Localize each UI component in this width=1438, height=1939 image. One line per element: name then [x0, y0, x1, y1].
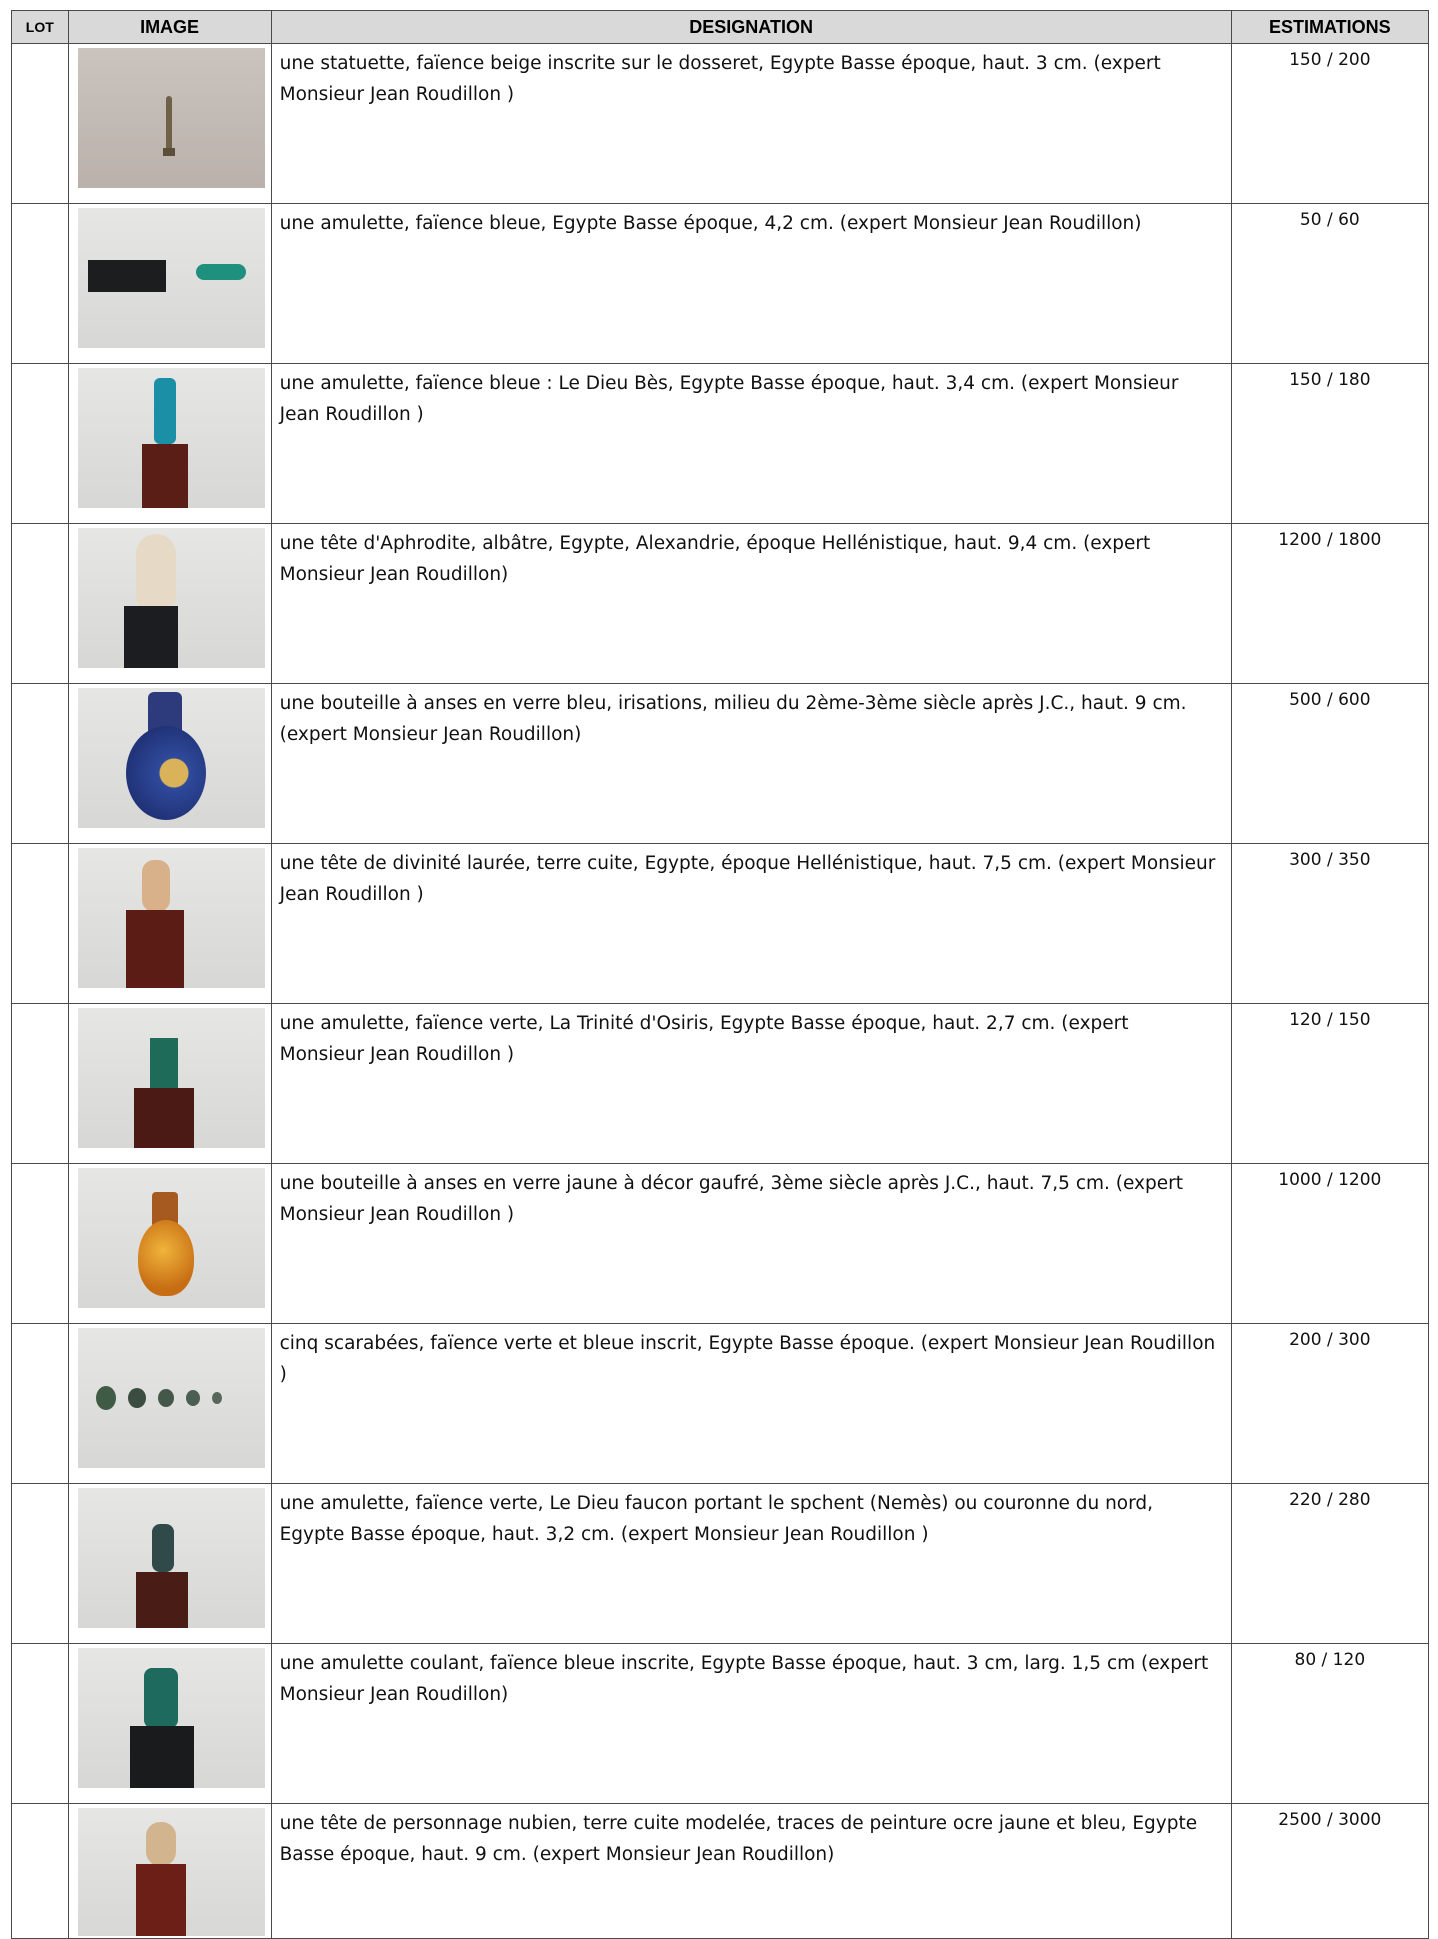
header-row — [12, 11, 1429, 44]
estimation-cell: 1000 / 1200 — [1231, 1164, 1428, 1324]
table-row — [12, 1004, 1429, 1164]
lot-cell — [12, 844, 69, 1004]
estimation-cell: 220 / 280 — [1231, 1484, 1428, 1644]
lot-cell — [12, 1484, 69, 1644]
lot-cell — [12, 1804, 69, 1939]
image-cell — [68, 1164, 271, 1324]
image-cell — [68, 1644, 271, 1804]
table-row — [12, 364, 1429, 524]
designation-cell: une bouteille à anses en verre bleu, irisations, milieu du 2ème-3ème siècle après J.C., haut. 9 cm. (expert Monsieur Jean Roudillon) — [271, 684, 1231, 844]
header-estimations: ESTIMATIONS — [1231, 11, 1428, 44]
table-row — [12, 44, 1429, 204]
image-cell — [68, 1804, 271, 1939]
designation-cell: une amulette, faïence bleue : Le Dieu Bès, Egypte Basse époque, haut. 3,4 cm. (expert Monsieur Jean Roudillon ) — [271, 364, 1231, 524]
header-image: IMAGE — [68, 11, 271, 44]
image-cell — [68, 684, 271, 844]
table-row — [12, 1804, 1429, 1939]
designation-cell: une amulette coulant, faïence bleue inscrite, Egypte Basse époque, haut. 3 cm, larg. 1,5 cm (expert Monsieur Jean Roudillon) — [271, 1644, 1231, 1804]
table-row — [12, 524, 1429, 684]
photo-scarabs[interactable] — [78, 1328, 265, 1468]
photo-nubian-head[interactable] — [78, 1808, 265, 1936]
designation-cell: une bouteille à anses en verre jaune à décor gaufré, 3ème siècle après J.C., haut. 7,5 cm. (expert Monsieur Jean Roudillon ) — [271, 1164, 1231, 1324]
lot-cell — [12, 1644, 69, 1804]
lot-cell — [12, 1004, 69, 1164]
lot-cell — [12, 1324, 69, 1484]
image-cell[interactable] — [68, 204, 271, 364]
designation-cell: cinq scarabées, faïence verte et bleue inscrit, Egypte Basse époque. (expert Monsieur Jean Roudillon ) — [271, 1324, 1231, 1484]
table-row — [12, 844, 1429, 1004]
photo-inscribed-amulet[interactable] — [78, 1648, 265, 1788]
estimation-cell: 1200 / 1800 — [1231, 524, 1428, 684]
image-cell — [68, 524, 271, 684]
designation-cell: une amulette, faïence verte, Le Dieu faucon portant le spchent (Nemès) ou couronne du nord, Egypte Basse époque, haut. 3,2 cm. (expert Monsieur Jean Roudillon ) — [271, 1484, 1231, 1644]
image-cell — [68, 364, 271, 524]
lot-table — [11, 10, 1429, 1939]
lot-cell — [12, 1164, 69, 1324]
table-row — [12, 1164, 1429, 1324]
estimation-cell: 200 / 300 — [1231, 1324, 1428, 1484]
table-row — [12, 684, 1429, 844]
table-row — [12, 1324, 1429, 1484]
designation-cell: une amulette, faïence verte, La Trinité d'Osiris, Egypte Basse époque, haut. 2,7 cm. (expert Monsieur Jean Roudillon ) — [271, 1004, 1231, 1164]
image-cell — [68, 1484, 271, 1644]
designation-cell: une tête de personnage nubien, terre cuite modelée, traces de peinture ocre jaune et bleu, Egypte Basse époque, haut. 9 cm. (expert Monsieur Jean Roudillon) — [271, 1804, 1231, 1939]
image-cell — [68, 1324, 271, 1484]
photo-blue-glass-bottle[interactable] — [78, 688, 265, 828]
estimation-cell: 120 / 150 — [1231, 1004, 1428, 1164]
table-row — [12, 1484, 1429, 1644]
designation-cell: une tête de divinité laurée, terre cuite, Egypte, époque Hellénistique, haut. 7,5 cm. (expert Monsieur Jean Roudillon ) — [271, 844, 1231, 1004]
photo-falcon-god[interactable] — [78, 1488, 265, 1628]
photo-statuette[interactable] — [78, 48, 265, 188]
lot-cell — [12, 44, 69, 204]
estimation-cell: 150 / 200 — [1231, 44, 1428, 204]
estimation-cell: 500 / 600 — [1231, 684, 1428, 844]
designation-cell: une amulette, faïence bleue, Egypte Basse époque, 4,2 cm. (expert Monsieur Jean Roudillon) — [271, 204, 1231, 364]
lot-cell — [12, 684, 69, 844]
photo-bes-amulet[interactable] — [78, 368, 265, 508]
estimation-cell: 50 / 60 — [1231, 204, 1428, 364]
header-designation: DESIGNATION — [271, 11, 1231, 44]
photo-amulet-blue[interactable] — [78, 208, 265, 348]
image-cell — [68, 844, 271, 1004]
designation-cell: une tête d'Aphrodite, albâtre, Egypte, Alexandrie, époque Hellénistique, haut. 9,4 cm. (expert Monsieur Jean Roudillon) — [271, 524, 1231, 684]
lot-cell — [12, 204, 69, 364]
photo-osiris-trinity[interactable] — [78, 1008, 265, 1148]
table-row — [12, 1644, 1429, 1804]
image-cell — [68, 1004, 271, 1164]
estimation-cell: 300 / 350 — [1231, 844, 1428, 1004]
estimation-cell: 150 / 180 — [1231, 364, 1428, 524]
header-lot: LOT — [12, 11, 69, 44]
lot-cell — [12, 524, 69, 684]
table-row — [12, 204, 1429, 364]
designation-cell: une statuette, faïence beige inscrite sur le dosseret, Egypte Basse époque, haut. 3 cm. (expert Monsieur Jean Roudillon ) — [271, 44, 1231, 204]
estimation-cell: 2500 / 3000 — [1231, 1804, 1428, 1939]
photo-yellow-glass-bottle[interactable] — [78, 1168, 265, 1308]
lot-cell — [12, 364, 69, 524]
image-cell — [68, 44, 271, 204]
photo-laurel-head[interactable] — [78, 848, 265, 988]
estimation-cell: 80 / 120 — [1231, 1644, 1428, 1804]
lot-table-wrapper — [11, 10, 1438, 1939]
photo-aphrodite-head[interactable] — [78, 528, 265, 668]
